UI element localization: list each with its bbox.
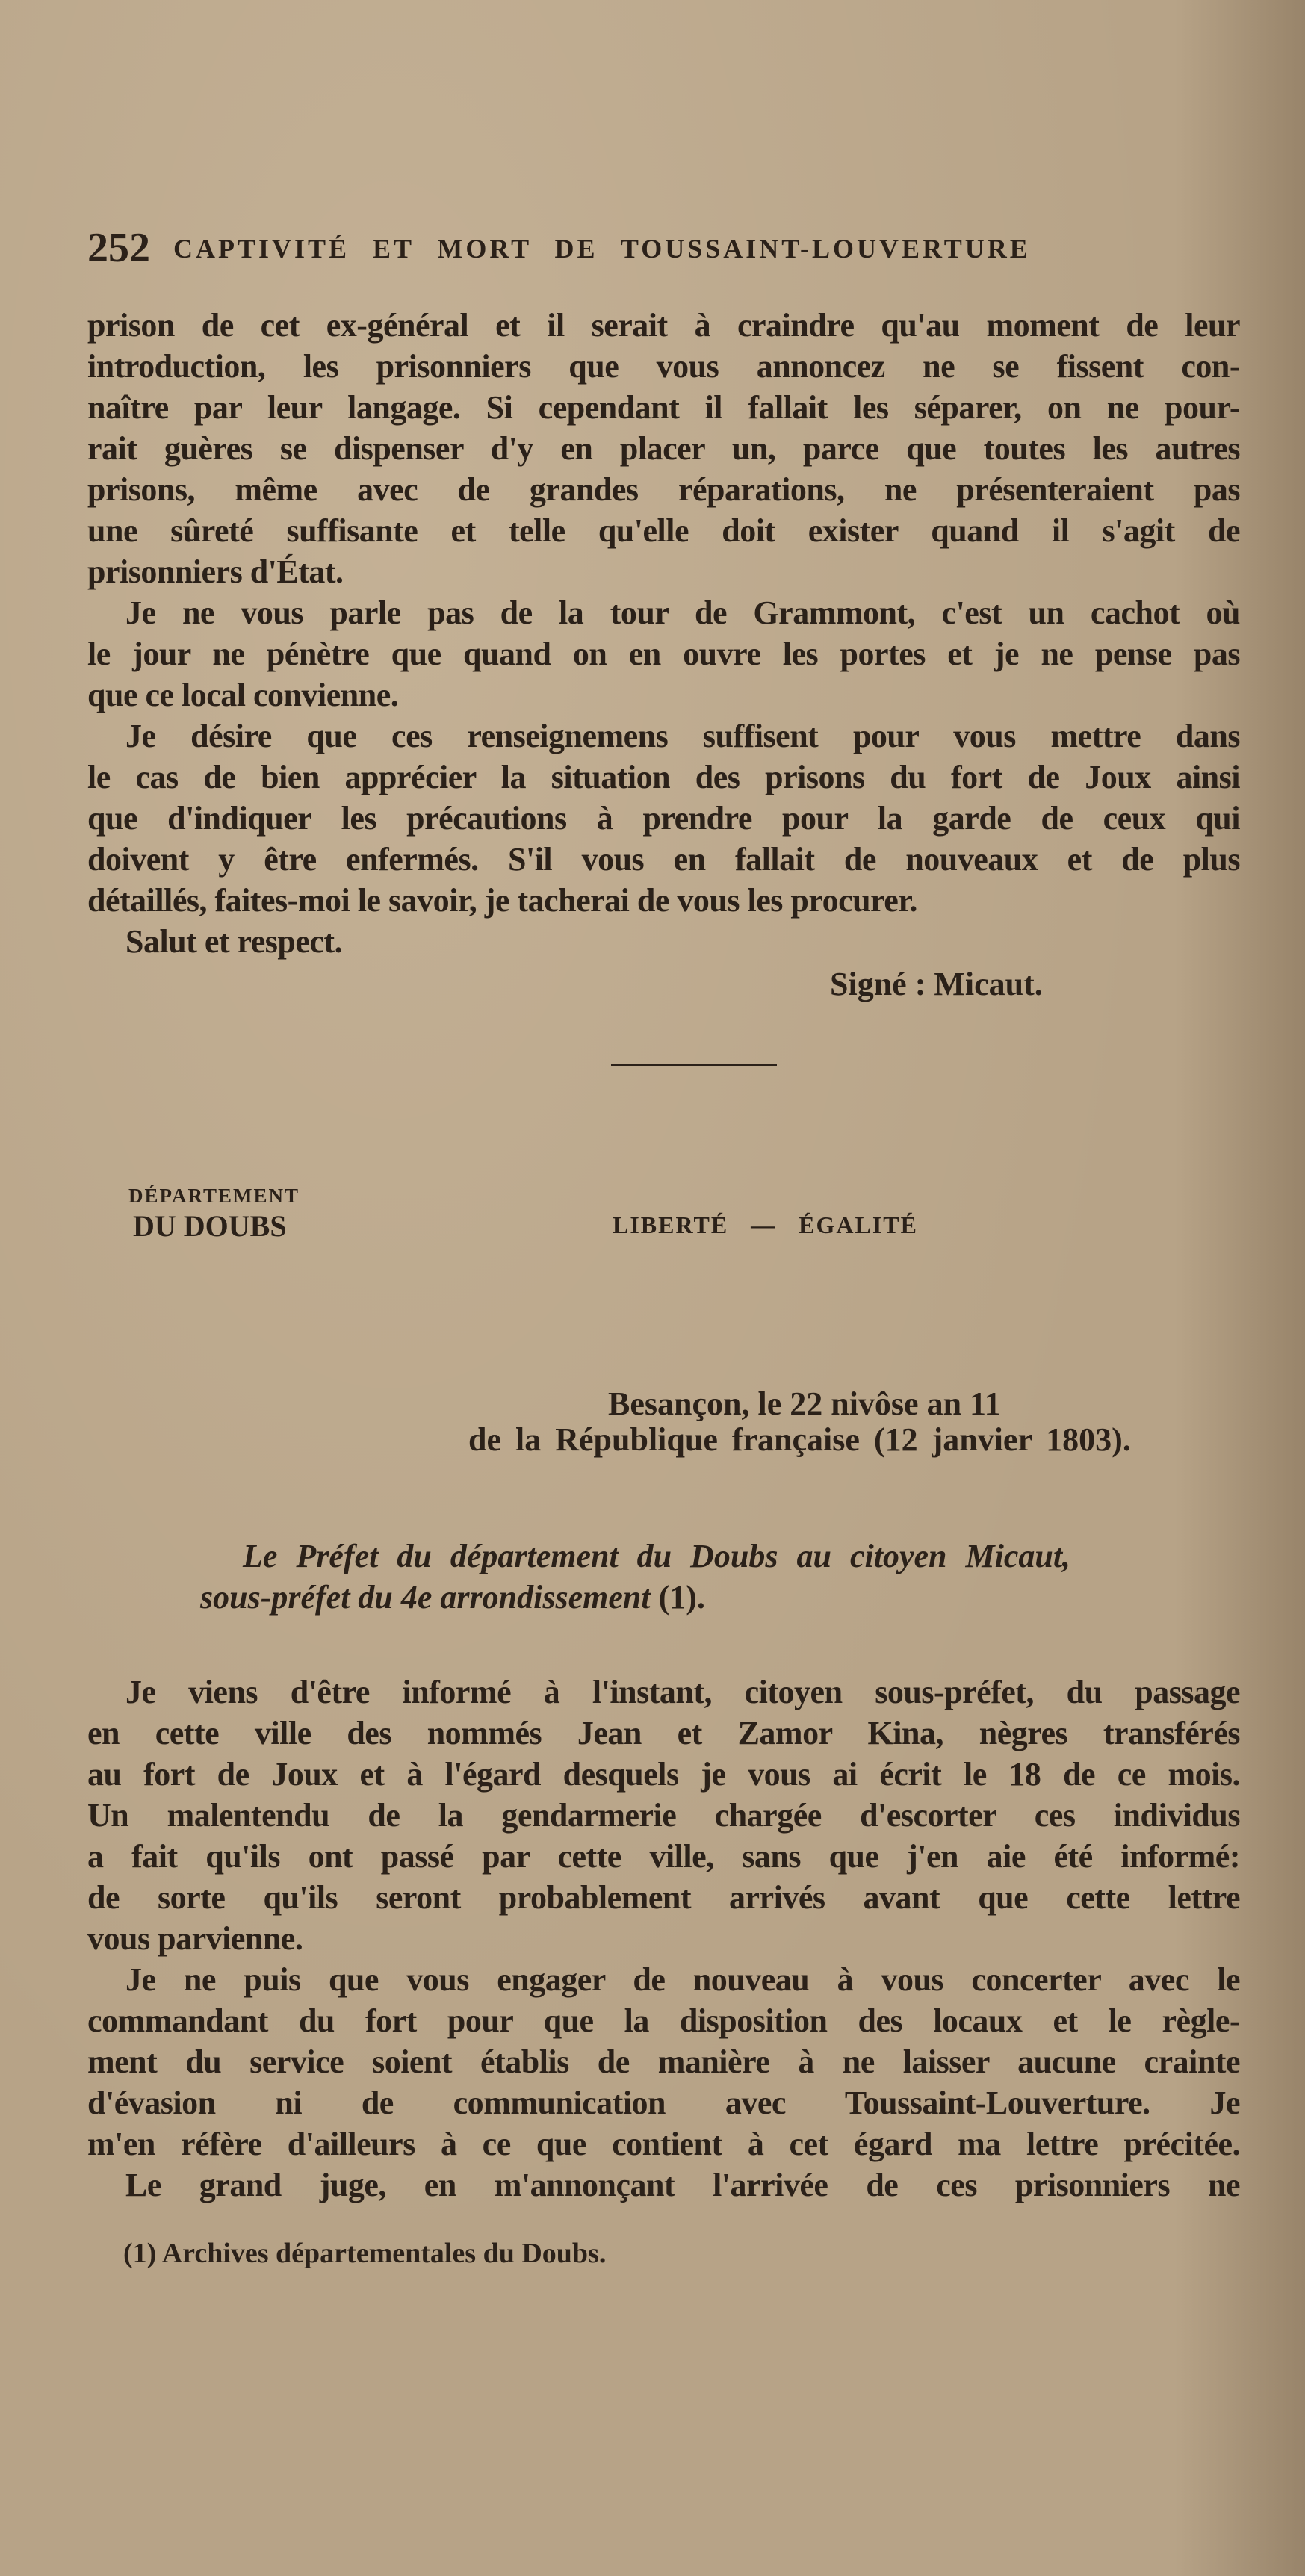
department-label: DÉPARTEMENT [128, 1185, 300, 1207]
text-line: introduction, les prisonniers que vous annoncez ne se fissent con- [87, 348, 1240, 385]
address-line-1: Le Préfet du département du Doubs au citoyen Micaut, [243, 1538, 1071, 1574]
text-line: une sûreté suffisante et telle qu'elle doit exister quand il s'agit de [87, 512, 1240, 549]
date-line-1: Besançon, le 22 nivôse an 11 [608, 1385, 1001, 1422]
text-line: le jour ne pénètre que quand on en ouvre les portes et je ne pense pas [87, 636, 1240, 672]
text-line: rait guères se dispenser d'y en placer un, parce que toutes les autres [87, 430, 1240, 467]
text-line: Je désire que ces renseignemens suffisent pour vous mettre dans [125, 718, 1240, 754]
running-title: CAPTIVITÉ ET MORT DE TOUSSAINT-LOUVERTURE [173, 234, 1031, 264]
text-line: que ce local convienne. [87, 677, 399, 713]
text-line: commandant du fort pour que la disposition des locaux et le règle- [87, 2002, 1240, 2039]
text-line: doivent y être enfermés. S'il vous en fallait de nouveaux et de plus [87, 841, 1240, 878]
text-line: détaillés, faites-moi le savoir, je tacherai de vous les procurer. [87, 882, 917, 919]
text-line: vous parvienne. [87, 1920, 303, 1957]
page-number: 252 [87, 225, 150, 271]
text-line: Le grand juge, en m'annonçant l'arrivée de ces prisonniers ne [125, 2167, 1240, 2203]
signature: Signé : Micaut. [830, 966, 1043, 1002]
text-line: m'en réfère d'ailleurs à ce que contient à cet égard ma lettre précitée. [87, 2126, 1240, 2162]
text-line: Je viens d'être informé à l'instant, citoyen sous-préfet, du passage [125, 1674, 1240, 1710]
text-line: a fait qu'ils ont passé par cette ville, sans que j'en aie été informé: [87, 1838, 1240, 1875]
footnote-ref[interactable]: (1). [658, 1579, 705, 1616]
text-line: en cette ville des nommés Jean et Zamor Kina, nègres transférés [87, 1715, 1240, 1751]
address-text: sous-préfet du 4e arrondissement [200, 1579, 651, 1616]
text-line: prisonniers d'État. [87, 553, 344, 590]
text-line: prison de cet ex-général et il serait à craindre qu'au moment de leur [87, 307, 1240, 344]
address-line-2 [200, 1578, 705, 1616]
motto: LIBERTÉ — ÉGALITÉ [613, 1211, 918, 1238]
text-line: prisons, même avec de grandes réparations, ne présenteraient pas [87, 471, 1240, 508]
text-line: que d'indiquer les précautions à prendre pour la garde de ceux qui [87, 800, 1240, 837]
text-line: naître par leur langage. Si cependant il fallait les séparer, on ne pour- [87, 389, 1240, 426]
department-name: DU DOUBS [133, 1209, 287, 1243]
text-line: au fort de Joux et à l'égard desquels je vous ai écrit le 18 de ce mois. [87, 1756, 1240, 1793]
text-line: d'évasion ni de communication avec Toussaint-Louverture. Je [87, 2085, 1240, 2121]
text-line: ment du service soient établis de manière à ne laisser aucune crainte [87, 2043, 1240, 2080]
text-line: Je ne puis que vous engager de nouveau à vous concerter avec le [125, 1961, 1240, 1998]
text-line: Un malentendu de la gendarmerie chargée d'escorter ces individus [87, 1797, 1240, 1834]
text-line: de sorte qu'ils seront probablement arrivés avant que cette lettre [87, 1879, 1240, 1916]
text-line: Salut et respect. [125, 923, 343, 960]
footnote: (1) Archives départementales du Doubs. [123, 2238, 607, 2269]
text-line: le cas de bien apprécier la situation des prisons du fort de Joux ainsi [87, 759, 1240, 795]
text-line: Je ne vous parle pas de la tour de Grammont, c'est un cachot où [125, 595, 1240, 631]
date-line-2: de la République française (12 janvier 1803). [468, 1421, 1131, 1458]
section-divider [611, 1064, 777, 1066]
